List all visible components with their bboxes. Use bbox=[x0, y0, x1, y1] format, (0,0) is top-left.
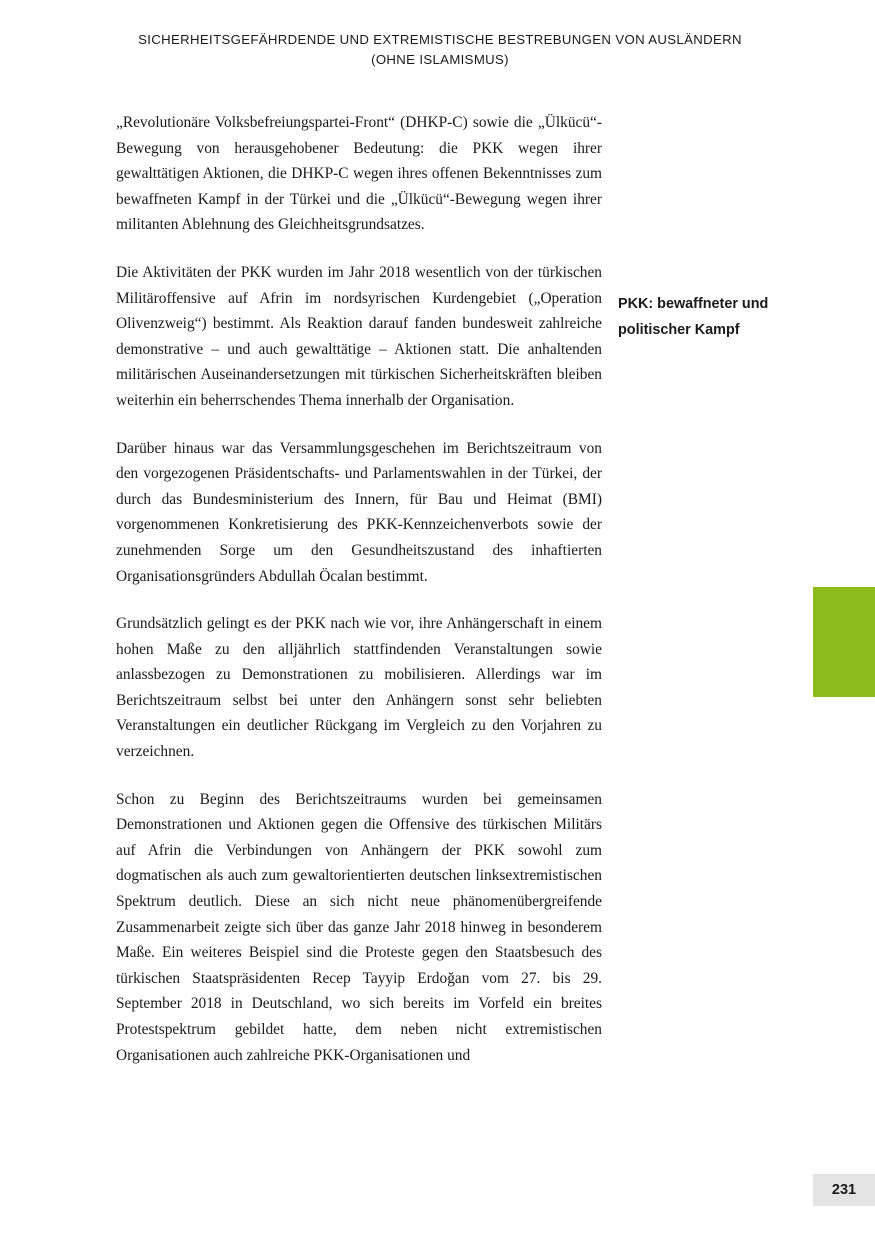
running-header-line-1: SICHERHEITSGEFÄHRDENDE UND EXTREMISTISCHE BESTREBUNGEN VON AUSLÄNDERN bbox=[138, 32, 742, 47]
section-color-tab bbox=[813, 587, 875, 697]
running-header bbox=[90, 30, 790, 71]
paragraph: Schon zu Beginn des Berichtszeitraums wurden bei gemeinsamen Demonstrationen und Aktionen gegen die Offensive des türkischen Militärs auf Afrin die Verbindungen von Anhängern der PKK sowohl zum dogmatischen als auch zum gewaltorientierten deutschen linksextremistischen Spektrum deutlich. Diese an sich nicht neue phänomenübergreifende Zusammenarbeit zeigte sich über das ganze Jahr 2018 hinweg in besonderem Maße. Ein weiteres Beispiel sind die Proteste gegen den Staatsbesuch des türkischen Staatspräsidenten Recep Tayyip Erdoğan vom 27. bis 29. September 2018 in Deutschland, wo sich bereits im Vorfeld ein breites Protestspektrum gebildet hatte, dem neben nicht extremistischen Organisationen auch zahlreiche PKK-Organisationen und bbox=[116, 790, 602, 1064]
margin-note: PKK: bewaffneter und politischer Kampf bbox=[618, 296, 769, 338]
paragraph: „Revolutionäre Volksbefreiungspartei-Front“ (DHKP-C) sowie die „Ülkücü“-Bewegung von herausgehobener Bedeutung: die PKK wegen ihrer gewalttätigen Aktionen, die DHKP-C wegen ihres offenen Bekenntnisses zum bewaffneten Kampf in der Türkei und die „Ülkücü“-Bewegung wegen ihrer militanten Ablehnung des Gleichheitsgrundsatzes. bbox=[116, 114, 602, 234]
paragraph: Die Aktivitäten der PKK wurden im Jahr 2018 wesentlich von der türkischen Militäroffensive auf Afrin im nordsyrischen Kurdengebiet („Operation Olivenzweig“) bestimmt. Als Reaktion darauf fanden bundesweit zahlreiche demonstrative – und auch gewalttätige – Aktionen statt. Die anhaltenden militärischen Auseinandersetzungen mit türkischen Sicherheitskräften bleiben weiterhin ein beherrschendes Thema innerhalb der Organisation. bbox=[116, 263, 602, 409]
running-header-line-2: (OHNE ISLAMISMUS) bbox=[371, 52, 509, 68]
body-text-column bbox=[116, 110, 602, 1068]
page-number: 231 bbox=[813, 1174, 875, 1206]
paragraph: Grundsätzlich gelingt es der PKK nach wie vor, ihre Anhängerschaft in einem hohen Maße zu den alljährlich stattfindenden Veranstaltungen sowie anlassbezogen zu Demonstrationen zu mobilisieren. Allerdings war im Berichtszeitraum selbst bei unter den Anhängern sonst sehr beliebten Veranstaltungen ein deutlicher Rückgang im Vergleich zu den Vorjahren zu verzeichnen. bbox=[116, 615, 602, 761]
paragraph: Darüber hinaus war das Versammlungsgeschehen im Berichtszeitraum von den vorgezogenen Präsidentschafts- und Parlamentswahlen in der Türkei, der durch das Bundesministerium des Innern, für Bau und Heimat (BMI) vorgenommenen Konkretisierung des PKK-Kennzeichenverbots sowie der zunehmenden Sorge um den Gesundheitszustand des inhaftierten Organisationsgründers Abdullah Öcalan bestimmt. bbox=[116, 439, 602, 585]
